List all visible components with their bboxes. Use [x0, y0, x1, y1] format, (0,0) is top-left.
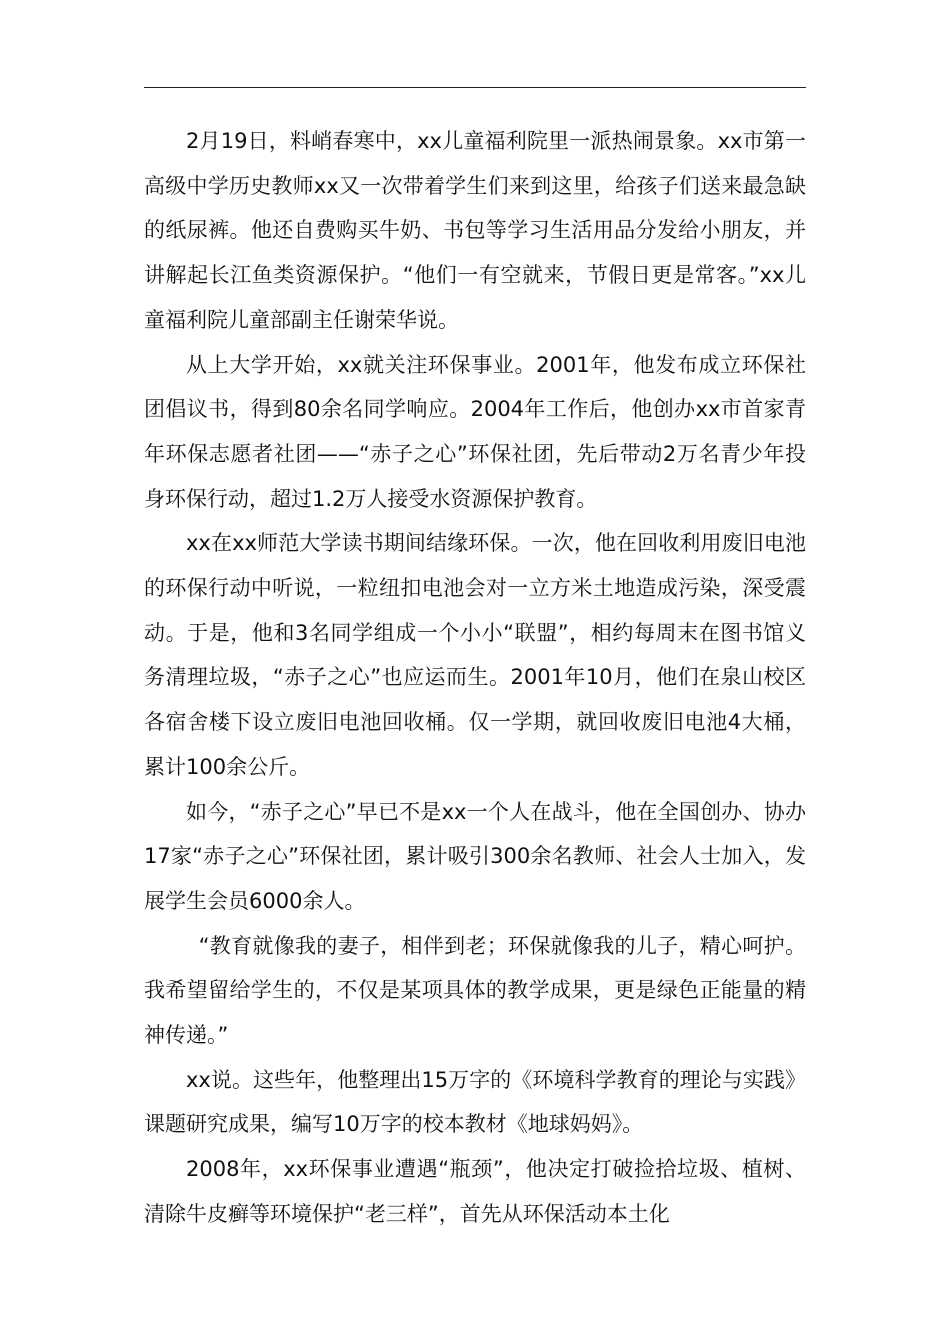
paragraph-quote: “教育就像我的妻子，相伴到老；环保就像我的儿子，精心呵护。我希望留给学生的，不仅是某项具体的教学成果，更是绿色正能量的精神传递。”	[144, 933, 806, 1048]
paragraph-battery-recycling: xx在xx师范大学读书期间结缘环保。一次，他在回收利用废旧电池的环保行动中听说，一粒纽扣电池会对一立方米土地造成污染，深受震动。于是，他和3名同学组成一个小小“联盟”，相约每周末在图书馆义务清理垃圾，“赤子之心”也应运而生。2001年10月，他们在泉山校区各宿舍楼下设立废旧电池回收桶。仅一学期，就回收废旧电池4大桶，累计100余公斤。	[144, 531, 806, 779]
paragraph-welfare-visit: 2月19日，料峭春寒中，xx儿童福利院里一派热闹景象。xx市第一高级中学历史教师xx又一次带着学生们来到这里，给孩子们送来最急缺的纸尿裤。他还自费购买牛奶、书包等学习生活用品分发给小朋友，并讲解起长江鱼类资源保护。“他们一有空就来，节假日更是常客。”xx儿童福利院儿童部副主任谢荣华说。	[144, 129, 806, 332]
paragraph-2008-bottleneck: 2008年，xx环保事业遭遇“瓶颈”，他决定打破捡拾垃圾、植树、清除牛皮癣等环境保护“老三样”，首先从环保活动本土化	[144, 1157, 806, 1226]
paragraph-clubs-nationwide: 如今，“赤子之心”早已不是xx一个人在战斗，他在全国创办、协办17家“赤子之心”环保社团，累计吸引300余名教师、社会人士加入，发展学生会员6000余人。	[144, 799, 806, 913]
header-rule	[144, 87, 806, 88]
document-body	[144, 119, 806, 1237]
paragraph-publications: xx说。这些年，他整理出15万字的《环境科学教育的理论与实践》课题研究成果，编写10万字的校本教材《地球妈妈》。	[144, 1067, 806, 1137]
paragraph-university-start: 从上大学开始，xx就关注环保事业。2001年，他发布成立环保社团倡议书，得到80余名同学响应。2004年工作后，他创办xx市首家青年环保志愿者社团——“赤子之心”环保社团，先后带动2万名青少年投身环保行动，超过1.2万人接受水资源保护教育。	[144, 352, 806, 511]
